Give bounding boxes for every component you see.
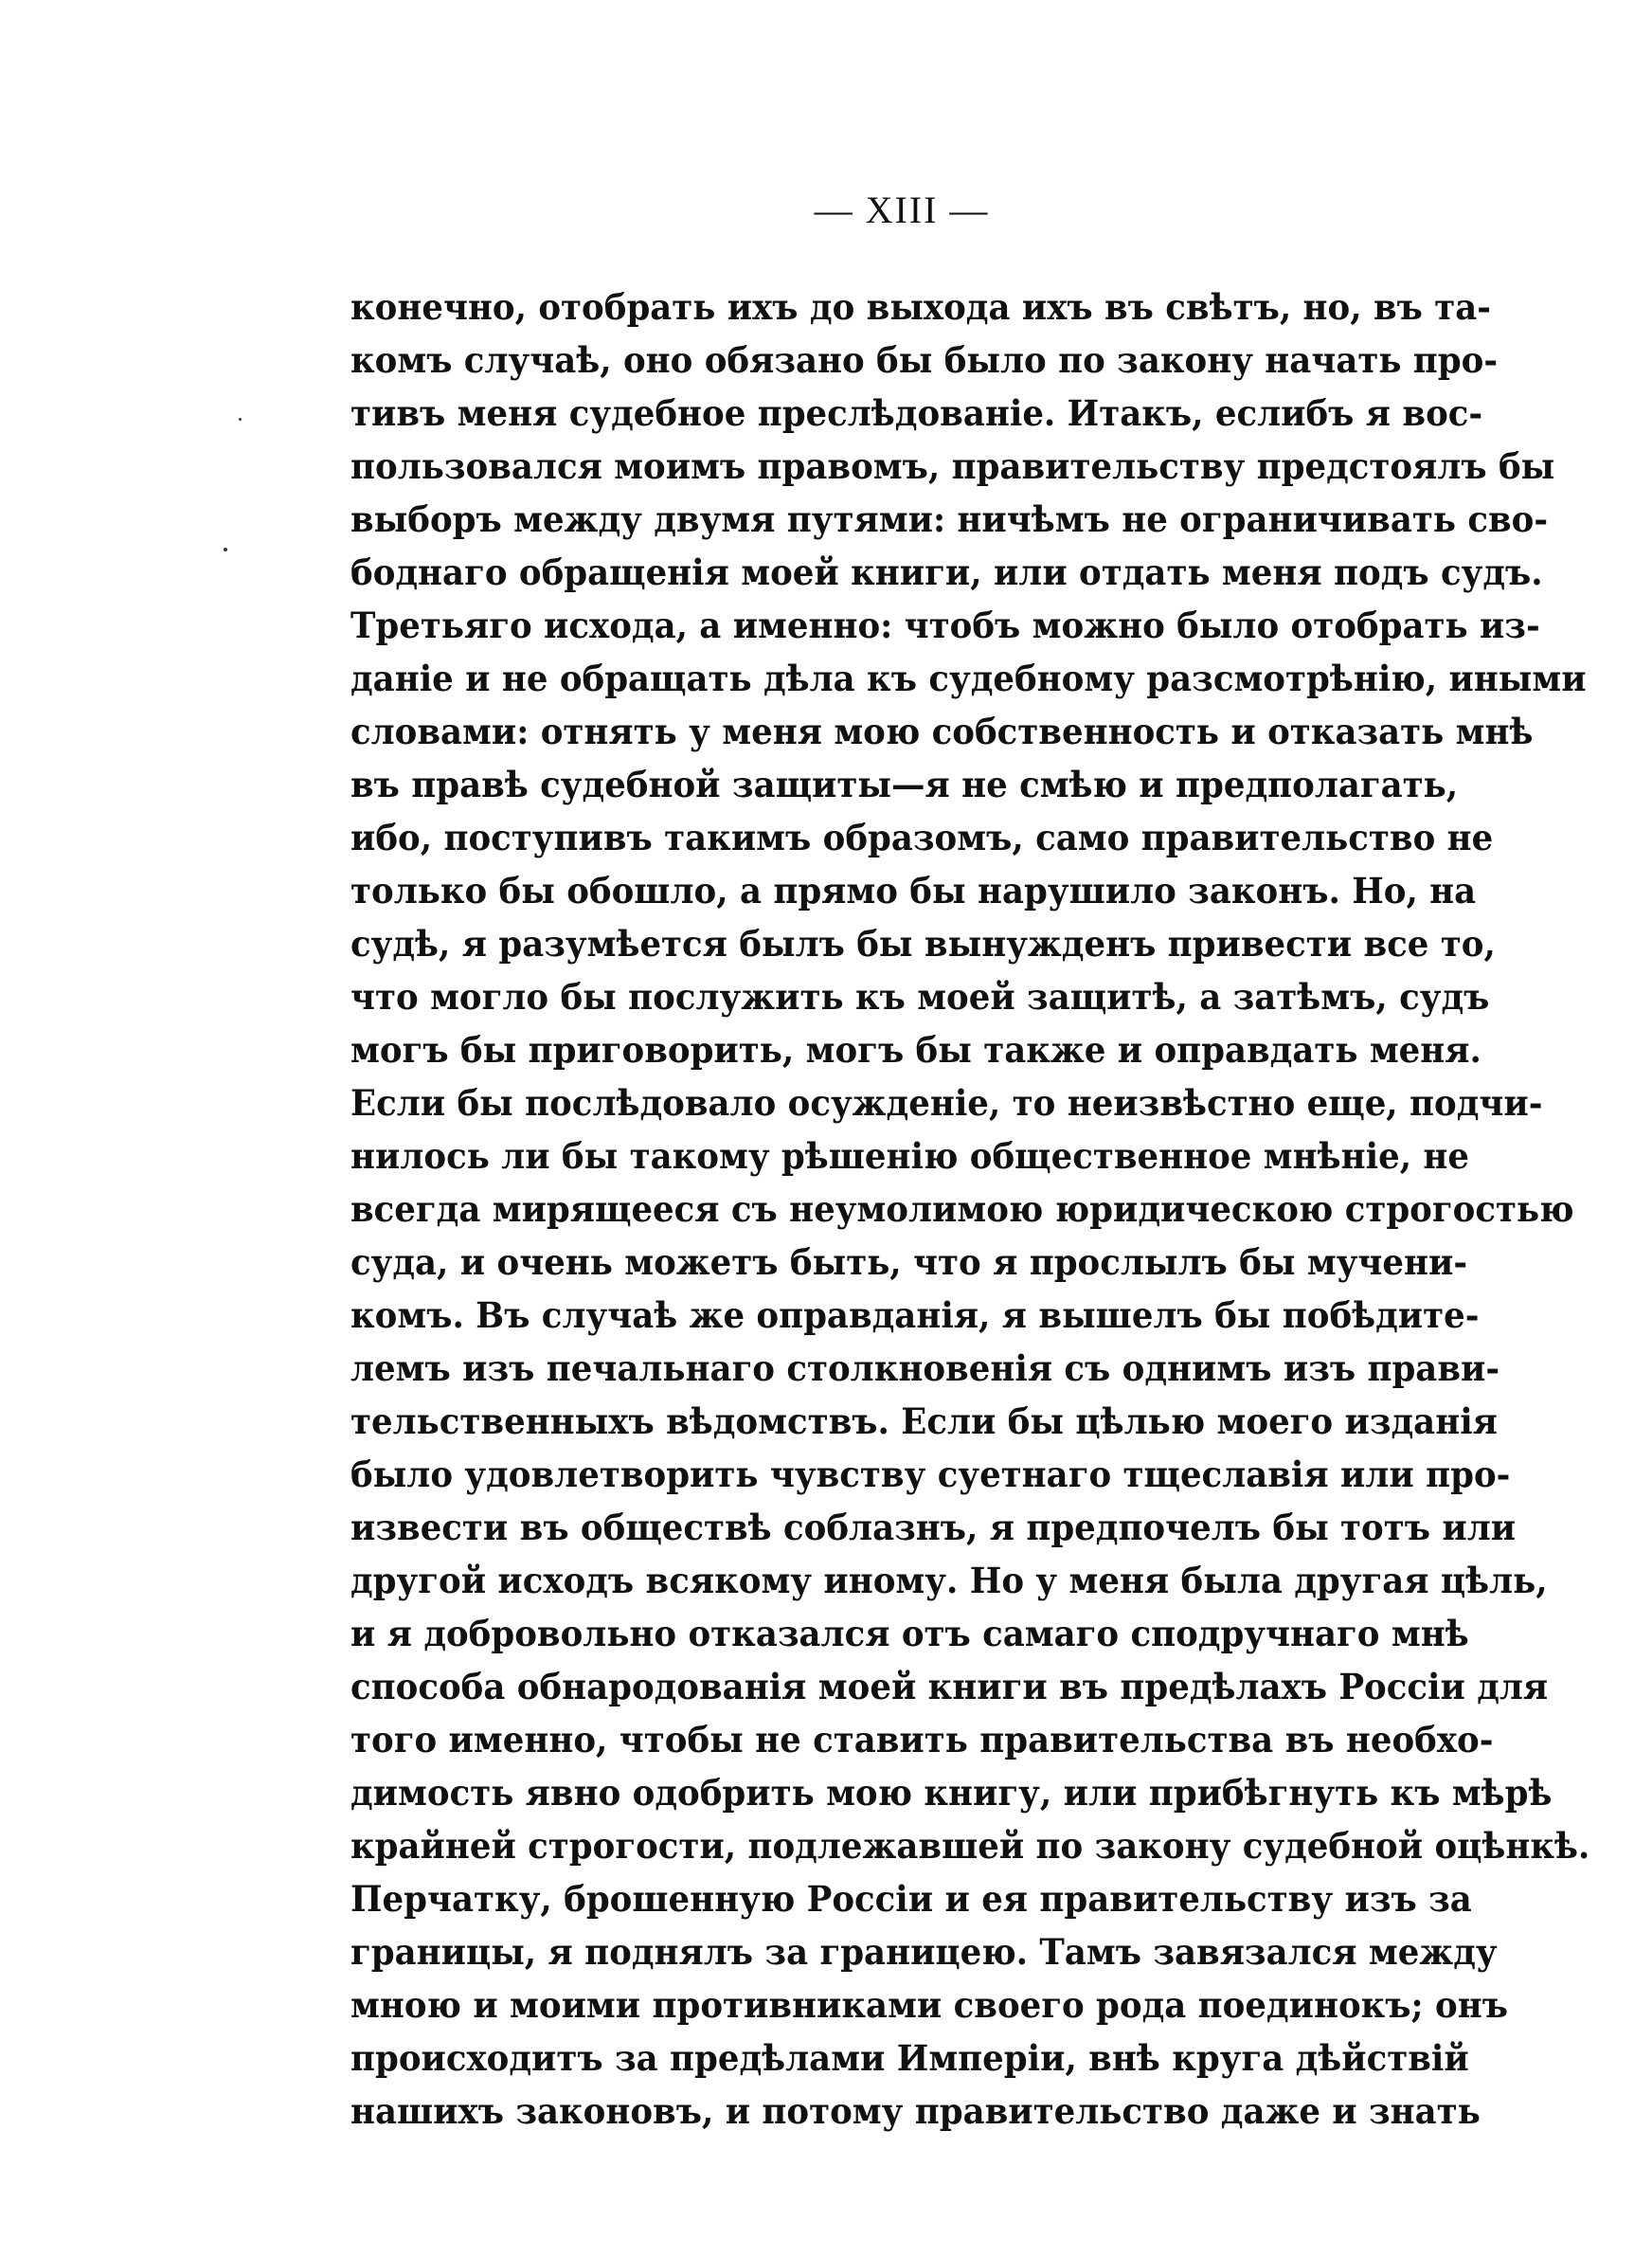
page-number: — XIII —	[814, 189, 990, 231]
margin-speck	[239, 418, 242, 421]
text-line: ибо, поступивъ такимъ образомъ, само правительство не	[350, 817, 1494, 858]
text-line: извести въ обществѣ соблазнъ, я предпочелъ бы тотъ или	[350, 1507, 1517, 1548]
text-line: и я добровольно отказался отъ самаго сподручнаго мнѣ	[350, 1613, 1469, 1654]
text-line: словами: отнять у меня мою собственность и отказать мнѣ	[350, 711, 1534, 752]
text-line: суда, и очень можетъ быть, что я прослылъ бы мучени-	[350, 1241, 1468, 1283]
text-line: границы, я поднялъ за границею. Тамъ завязался между	[350, 1931, 1498, 1973]
text-line: выборъ между двумя путями: ничѣмъ не ограничивать сво-	[350, 498, 1549, 540]
text-line: тельственныхъ вѣдомствъ. Если бы цѣлью моего изданія	[350, 1400, 1498, 1442]
text-line: въ правѣ судебной защиты—я не смѣю и предполагать,	[350, 764, 1459, 805]
text-line: тивъ меня судебное преслѣдованіе. Итакъ, еслибъ я вос-	[350, 392, 1483, 434]
text-line: даніе и не обращать дѣла къ судебному разсмотрѣнію, иными	[350, 658, 1587, 699]
text-line: происходитъ за предѣлами Имперіи, внѣ круга дѣйствій	[350, 2037, 1469, 2079]
text-line: пользовался моимъ правомъ, правительству предстоялъ бы	[350, 445, 1555, 487]
text-line: всегда мирящееся съ неумолимою юридическою строгостью	[350, 1188, 1574, 1230]
text-line: того именно, чтобы не ставить правительства въ необхо-	[350, 1719, 1494, 1760]
text-line: нашихъ законовъ, и потому правительство даже и знать	[350, 2090, 1481, 2132]
text-line: могъ бы приговорить, могъ бы также и оправдать меня.	[350, 1029, 1481, 1071]
text-line: крайней строгости, подлежавшей по закону судебной оцѣнкѣ.	[350, 1825, 1590, 1867]
text-line: мною и моими противниками своего рода поединокъ; онъ	[350, 1984, 1508, 2026]
text-line: комъ случаѣ, оно обязано бы было по закону начать про-	[350, 339, 1499, 381]
text-line: Третьяго исхода, а именно: чтобъ можно было отобрать из-	[350, 605, 1540, 646]
text-line: судѣ, я разумѣется былъ бы вынужденъ привести все то,	[350, 923, 1496, 965]
text-line: способа обнародованія моей книги въ предѣлахъ Россіи для	[350, 1666, 1549, 1707]
text-line: боднаго обращенія моей книги, или отдать меня подъ судъ.	[350, 551, 1543, 593]
text-line: было удовлетворить чувству суетнаго тщеславія или про-	[350, 1454, 1511, 1495]
text-line: комъ. Въ случаѣ же оправданія, я вышелъ бы побѣдите-	[350, 1294, 1480, 1336]
margin-speck	[224, 548, 227, 551]
text-line: лемъ изъ печальнаго столкновенія съ однимъ изъ прави-	[350, 1347, 1500, 1389]
text-line: другой исходъ всякому иному. Но у меня была другая цѣль,	[350, 1560, 1548, 1601]
text-line: Перчатку, брошенную Россіи и ея правительству изъ за	[350, 1878, 1472, 1920]
page-body-text	[350, 280, 1590, 2138]
text-line: нилось ли бы такому рѣшенію общественное мнѣніе, не	[350, 1135, 1470, 1177]
text-line: только бы обошло, а прямо бы нарушило законъ. Но, на	[350, 870, 1477, 912]
text-line: что могло бы послужить къ моей защитѣ, а затѣмъ, судъ	[350, 976, 1490, 1018]
text-line: Если бы послѣдовало осужденіе, то неизвѣстно еще, подчи-	[350, 1082, 1543, 1124]
text-line: димость явно одобрить мою книгу, или прибѣгнуть къ мѣрѣ	[350, 1772, 1553, 1814]
text-line: конечно, отобрать ихъ до выхода ихъ въ свѣтъ, но, въ та-	[350, 286, 1492, 328]
